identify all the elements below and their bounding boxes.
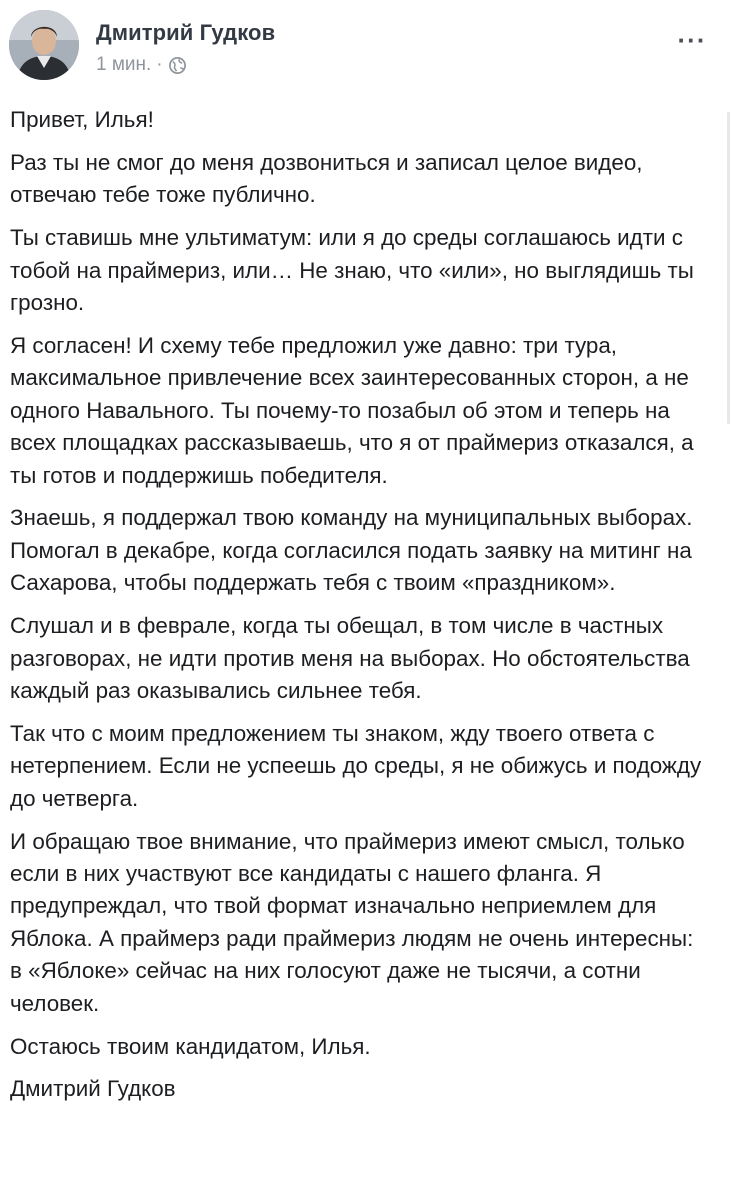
author-name[interactable]: Дмитрий Гудков: [96, 20, 276, 45]
post-paragraph: Раз ты не смог до меня дозвониться и записал целое видео, отвечаю тебе тоже публично.: [10, 149, 643, 208]
post-paragraph: Я согласен! И схему тебе предложил уже давно: три тура, максимальное привлечение всех заинтересованных сторон, а не одного Навального. Ты почему-то позабыл об этом и теперь на всех площадках рассказываешь, что я от праймериз отказался, а ты готов и поддержишь победителя.: [10, 332, 694, 488]
globe-icon[interactable]: [168, 56, 187, 75]
post-paragraph: И обращаю твое внимание, что праймериз имеют смысл, только если в них участвуют все кандидаты с нашего фланга. Я предупреждал, что твой формат изначально неприемлем для Яблока. А праймерз ради праймериз людям не очень интересны: в «Яблоке» сейчас на них голосуют даже не тысячи, а сотни человек.: [10, 828, 694, 1016]
avatar-photo: [9, 10, 79, 80]
post-paragraph: Остаюсь твоим кандидатом, Илья.: [10, 1033, 371, 1059]
post-paragraph: Дмитрий Гудков: [10, 1076, 176, 1102]
post-paragraph: Привет, Илья!: [10, 107, 154, 132]
avatar[interactable]: [9, 10, 79, 80]
post-text: [10, 104, 710, 1116]
post-paragraph: Ты ставишь мне ультиматум: или я до среды соглашаюсь идти с тобой на праймериз, или… Не знаю, что «или», но выглядишь ты грозно.: [10, 225, 694, 316]
post-paragraph: Так что с моим предложением ты знаком, жду твоего ответа с нетерпением. Если не успеешь до среды, я не обижусь и подожду до четверга.: [10, 720, 702, 811]
post-timestamp[interactable]: 1 мин.: [96, 54, 152, 75]
meta-separator: ·: [156, 54, 163, 75]
post-paragraph: Знаешь, я поддержал твою команду на муниципальных выборах. Помогал в декабре, когда согласился подать заявку на митинг на Сахарова, чтобы поддержать тебя с твоим «праздником».: [10, 505, 693, 596]
post-paragraph: Слушал и в феврале, когда ты обещал, в том числе в частных разговорах, не идти против меня на выборах. Но обстоятельства каждый раз оказывались сильнее тебя.: [10, 613, 690, 703]
post-meta: [96, 52, 187, 78]
post-header: [0, 0, 732, 96]
more-options-icon[interactable]: ···: [677, 25, 707, 55]
scrollbar[interactable]: [727, 112, 730, 424]
